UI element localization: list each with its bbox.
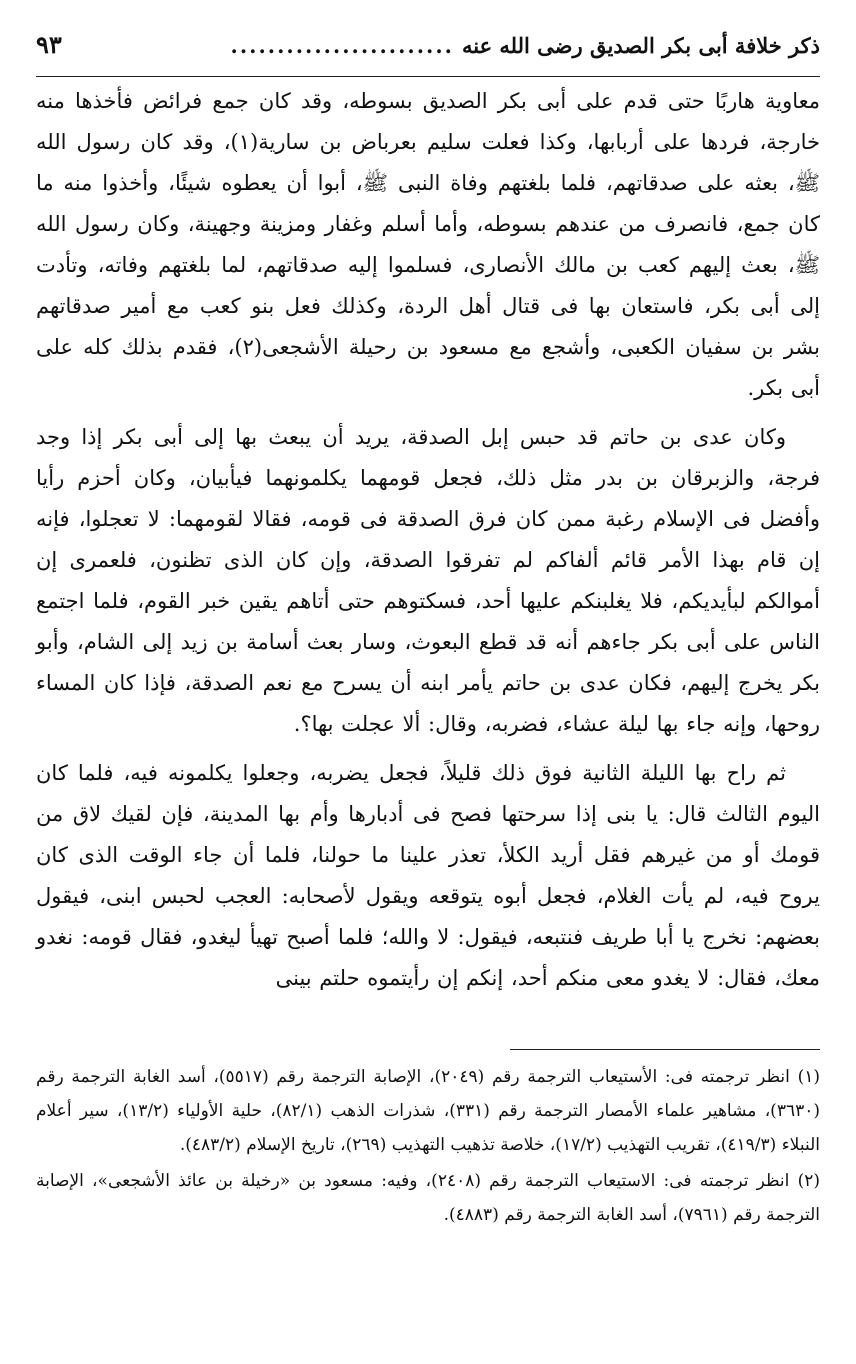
footnotes <box>36 1060 820 1232</box>
footnote-1: (١) انظر ترجمته فى: الأستيعاب الترجمة رقم (٢٠٤٩)، الإصابة الترجمة رقم (٥٥١٧)، أسد الغابة الترجمة رقم (٣٦٣٠)، مشاهير علماء الأمصار الترجمة رقم (٣٣١)، شذرات الذهب (٨٢/١)، حلية الأولياء (١٣/٢)، سير أعلام النبلاء (٤١٩/٣)، تقريب التهذيب (١٧/٢)، خلاصة تذهيب التهذيب (٢٦٩)، تاريخ الإسلام (٤٨٣/٢). <box>36 1067 820 1155</box>
footnote-separator <box>510 1049 820 1060</box>
header-leader-dots: ........................ <box>230 33 454 58</box>
paragraph-2: وكان عدى بن حاتم قد حبس إبل الصدقة، يريد أن يبعث بها إلى أبى بكر إذا وجد فرجة، والزبرقان بن بدر مثل ذلك، فجعل قومهما يكلمونهما فيأبيان، وكان أحزم رأيا وأفضل فى الإسلام رغبة ممن كان فرق الصدقة فى قومه، فقالا لقومهما: لا تعجلوا، فإنه إن قام بهذا الأمر قائم ألفاكم لم تفرقوا الصدقة، وإن كان الذى تظنون، فلعمرى إن أموالكم لبأيديكم، فلا يغلبنكم عليها أحد، فسكتوهم حتى أتاهم يقين خبر القوم، فلما اجتمع الناس على أبى بكر جاءهم أنه قد قطع البعوث، وسار بعث أسامة بن زيد إلى الشام، وأبو بكر يخرج إليهم، فكان عدى بن حاتم يأمر ابنه أن يسرح مع نعم الصدقة، فإذا كان المساء روحها، وإنه جاء بها ليلة عشاء، فضربه، وقال: ألا عجلت بها؟. <box>36 425 820 736</box>
main-text <box>36 77 820 999</box>
running-header <box>36 30 820 77</box>
footnote-2: (٢) انظر ترجمته فى: الاستيعاب الترجمة رقم (٢٤٠٨)، وفيه: مسعود بن «رخيلة بن عائذ الأشجعى»، الإصابة الترجمة رقم (٧٩٦١)، أسد الغابة الترجمة رقم (٤٨٨٣). <box>36 1171 820 1225</box>
header-title: ذكر خلافة أبى بكر الصديق رضى الله عنه <box>461 33 820 58</box>
paragraph-3: ثم راح بها الليلة الثانية فوق ذلك قليلاً، فجعل يضربه، وجعلوا يكلمونه فيه، فلما كان اليوم الثالث قال: يا بنى إذا سرحتها فصح فى أدبارها وأم بها المدينة، فإن لقيك لاق من قومك أو من غيرهم فقل أريد الكلأ، تعذر علينا ما حولنا، فلما أن جاء الوقت الذى كان يروح فيه، لم يأت الغلام، فجعل أبوه يتوقعه ويقول لأصحابه: العجب لحبس ابنى، فيقول بعضهم: نخرج يا أبا طريف فنتبعه، فيقول: لا والله؛ فلما أصبح تهيأ ليغدو، فقال قومه: نغدو معك، فقال: لا يغدو معى منكم أحد، إنكم إن رأيتموه حلتم بينى <box>36 761 820 990</box>
paragraph-1: معاوية هاربًا حتى قدم على أبى بكر الصديق بسوطه، وقد كان جمع فرائض فأخذها منه خارجة، فردها على أربابها، وكذا فعلت سليم بعرباض بن سارية(١)، وقد كان رسول الله ﷺ، بعثه على صدقاتهم، فلما بلغتهم وفاة النبى ﷺ، أبوا أن يعطوه شيئًا، وأخذوا منه ما كان جمع، فانصرف من عندهم بسوطه، وأما أسلم وغفار ومزينة وجهينة، وكان رسول الله ﷺ، بعث إليهم كعب بن مالك الأنصارى، فسلموا إليه صدقاتهم، لما بلغتهم وفاته، وتأدت إلى أبى بكر، فاستعان بها فى قتال أهل الردة، وكذلك فعل بنو كعب مع أمير صدقاتهم بشر بن سفيان الكعبى، وأشجع مع مسعود بن رحيلة الأشجعى(٢)، فقدم بذلك كله على أبى بكر. <box>36 89 821 400</box>
page-number: ٩٣ <box>36 30 62 59</box>
